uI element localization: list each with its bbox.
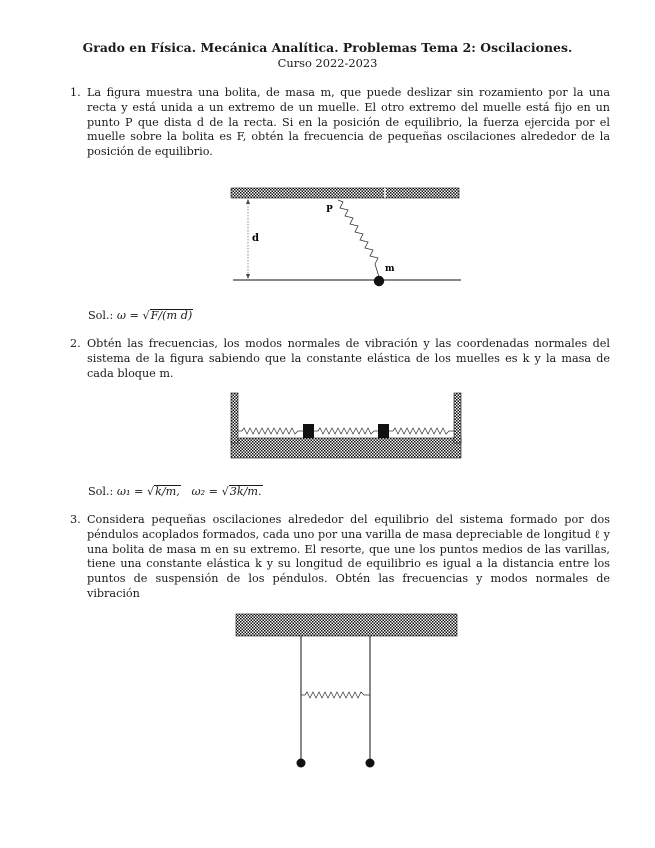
- bob-right: [366, 759, 375, 768]
- label-m: m: [385, 264, 395, 274]
- solution-2-w2: ω₂ =: [191, 485, 219, 498]
- page-title: Grado en Física. Mecánica Analítica. Problemas Tema 2: Oscilaciones.: [82, 40, 573, 55]
- problem-1-text: La figura muestra una bolita, de masa m, que puede deslizar sin rozamiento por la una recta y está unida a un extremo de un muelle. El otro extremo del muelle está fijo en un punto P que dista d de la recta. Si en la posición de equilibrio, la fuerza ejercida por el muelle sobre la bolita es F, obtén la frecuencia de pequeñas oscilaciones alrededor de la posición de equilibrio.: [87, 86, 610, 159]
- solution-2: Sol.: ω₁ = √k/m, ω₂ = √3k/m.: [88, 485, 262, 498]
- label-d: d: [252, 233, 259, 244]
- solution-1-prefix: Sol.:: [88, 309, 114, 322]
- label-p: P: [326, 205, 333, 215]
- coupling-spring: [301, 692, 370, 698]
- bob-left: [297, 759, 306, 768]
- solution-2-r1: k/m,: [155, 485, 180, 498]
- solution-1-lhs: ω =: [116, 309, 139, 322]
- problem-3-number: 3.: [70, 513, 81, 526]
- problem-2-text: Obtén las frecuencias, los modos normales de vibración y las coordenadas normales del sistema de la figura sabiendo que la constante elástica de los muelles es k y la masa de cada bloque m.: [87, 337, 610, 380]
- problem-3-text: Considera pequeñas oscilaciones alrededor del equilibrio del sistema formado por dos péndulos acoplados formados, cada uno por una varilla de masa depreciable de longitud ℓ y una bolita de masa m en su extremo. El resorte, que une los puntos medios de las varillas, tiene una constante elástica k y su longitud de equilibrio es igual a la distancia entre los puntos de suspensión de los péndulos. Obtén las frecuencias y modos normales de vibración: [87, 513, 610, 600]
- solution-1-radicand: F/(m d): [150, 309, 193, 322]
- solution-2-r2: 3k/m.: [229, 485, 262, 498]
- solution-2-prefix: Sol.:: [88, 485, 114, 498]
- problem-2-number: 2.: [70, 337, 81, 350]
- pendulum-support: [236, 614, 457, 636]
- page-subtitle: Curso 2022-2023: [277, 56, 378, 70]
- solution-1: Sol.: ω = √F/(m d): [88, 309, 193, 322]
- problem-1-number: 1.: [70, 86, 81, 99]
- solution-2-w1: ω₁ =: [116, 485, 144, 498]
